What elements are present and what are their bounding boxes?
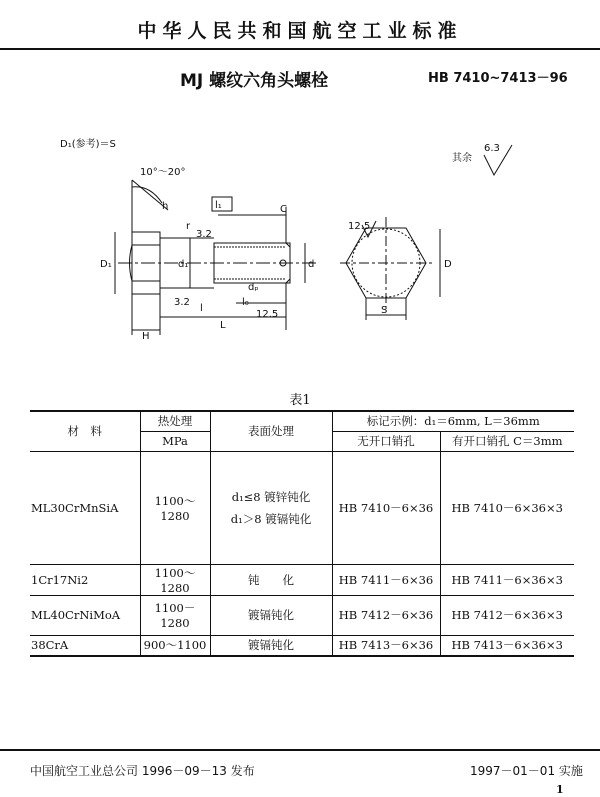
document-code: HB 7410~7413－96	[428, 71, 568, 86]
cell-with-hole: HB 7413－6×36×3	[440, 635, 574, 656]
cell-with-hole: HB 7411－6×36×3	[440, 564, 574, 595]
header-with-pin-hole: 有开口销孔 C＝3mm	[440, 431, 574, 451]
cell-no-hole: HB 7411－6×36	[332, 564, 440, 595]
cell-heat: 900～1100	[140, 635, 210, 656]
header-material: 材 料	[30, 411, 140, 451]
cell-heat: 1100～1280	[140, 451, 210, 564]
standard-title: 中华人民共和国航空工业标准	[137, 20, 463, 42]
label-roughness-125a: 12.5	[256, 309, 279, 320]
header-heat-unit: MPa	[140, 431, 210, 451]
effective-date: 1997－01－01 实施	[470, 764, 583, 778]
cell-heat: 1100～1280	[140, 564, 210, 595]
cell-heat: 1100－1280	[140, 595, 210, 635]
table-caption: 表1	[289, 393, 311, 408]
cell-surface	[210, 451, 332, 564]
label-d1: d₁	[178, 259, 189, 270]
material-table	[30, 410, 574, 657]
label-D: D	[444, 259, 452, 270]
header-surface: 表面处理	[210, 411, 332, 451]
label-roughness-125b: 12.5	[348, 221, 371, 232]
table-row	[30, 635, 574, 656]
cell-material: ML40CrNiMoA	[30, 595, 140, 635]
label-S: S	[381, 305, 388, 316]
bolt-drawing	[0, 125, 600, 340]
label-L: L	[220, 320, 226, 331]
surface-line: d₁＞8 镀镉钝化	[230, 511, 312, 526]
label-roughness-32b: 3.2	[174, 297, 190, 308]
label-H: H	[142, 331, 150, 340]
label-l: l	[200, 303, 203, 314]
label-dp: dₚ	[248, 282, 259, 293]
header-heat-treat: 热处理	[140, 411, 210, 431]
table-row	[30, 564, 574, 595]
cell-surface: 镀镉钝化	[210, 595, 332, 635]
label-angle: 10°～20°	[140, 167, 186, 178]
footer-rule	[0, 749, 600, 751]
cell-surface: 钝 化	[210, 564, 332, 595]
header-no-pin-hole: 无开口销孔	[332, 431, 440, 451]
label-l1: l₁	[215, 200, 222, 211]
header-marking-example: 标记示例：d₁＝6mm, L＝36mm	[332, 411, 574, 431]
page-number: 1	[556, 783, 564, 796]
label-D1: D₁	[100, 259, 112, 270]
cell-no-hole: HB 7410－6×36	[332, 451, 440, 564]
label-roughness-32: 3.2	[196, 229, 212, 240]
label-r: r	[186, 221, 191, 232]
table-row	[30, 451, 574, 564]
cell-no-hole: HB 7412－6×36	[332, 595, 440, 635]
label-rest: 其余	[452, 153, 472, 164]
surface-line: d₁≤8 镀锌钝化	[231, 489, 311, 504]
label-d1-ref: D₁(参考)＝S	[60, 139, 116, 150]
header-rule	[0, 48, 600, 50]
cell-material: ML30CrMnSiA	[30, 451, 140, 564]
label-roughness-63: 6.3	[484, 143, 500, 154]
issued-date: 中国航空工业总公司 1996－09－13 发布	[30, 764, 255, 778]
cell-material: 38CrA	[30, 635, 140, 656]
label-d: d	[308, 259, 315, 270]
document-title: MJ 螺纹六角头螺栓	[180, 71, 329, 91]
table-row	[30, 595, 574, 635]
cell-with-hole: HB 7412－6×36×3	[440, 595, 574, 635]
label-h: h	[162, 201, 169, 212]
cell-with-hole: HB 7410－6×36×3	[440, 451, 574, 564]
cell-surface: 镀镉钝化	[210, 635, 332, 656]
cell-material: 1Cr17Ni2	[30, 564, 140, 595]
label-c: C	[280, 204, 287, 215]
label-l0: l₀	[242, 297, 249, 308]
cell-no-hole: HB 7413－6×36	[332, 635, 440, 656]
